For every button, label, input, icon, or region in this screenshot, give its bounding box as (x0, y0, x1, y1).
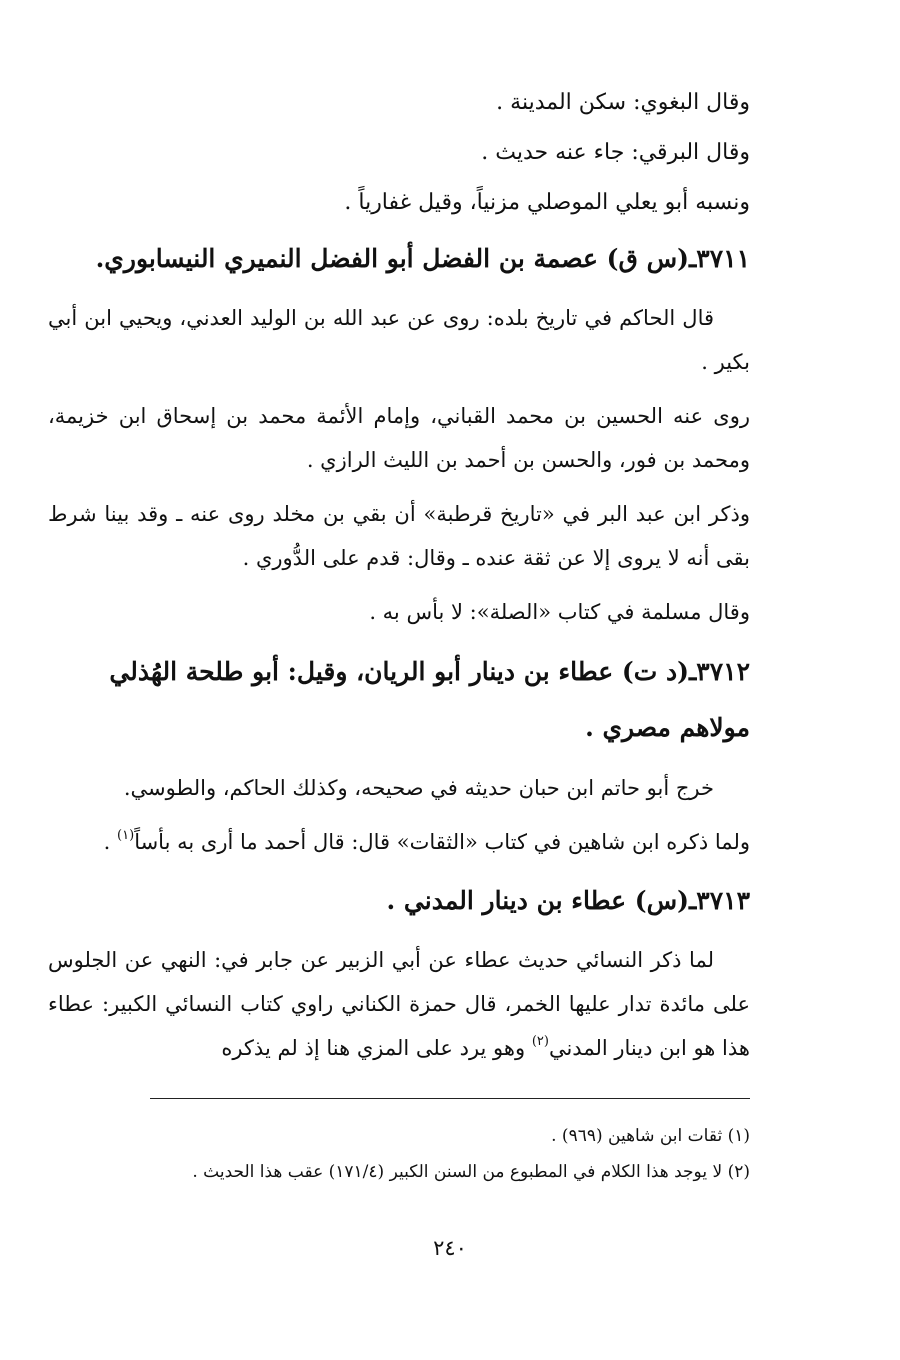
nasai-text-end: وهو يرد على المزي هنا إذ لم يذكره (221, 1036, 526, 1060)
footnote-marker-2[interactable]: (٢) (531, 1034, 549, 1049)
text-line-nasab: ونسبه أبو يعلي الموصلي مزنياً، وقيل غفارياً . (344, 190, 750, 215)
nasai-text: لما ذكر النسائي حديث عطاء عن أبي الزبير عن جابر في: النهي عن الجلوس على مائدة تدار عليها الخمر، قال حمزة الكناني راوي كتاب النسائي الكبير: عطاء هذا هو ابن دينار المدني (48, 948, 750, 1060)
footnote-1: (١) ثقات ابن شاهين (٩٦٩) . (551, 1126, 750, 1146)
paragraph-ibn-shahin (48, 820, 750, 864)
main-text (48, 78, 750, 1080)
footnote-marker-1[interactable]: (١) (117, 828, 135, 843)
text-line-baghawi: وقال البغوي: سكن المدينة . (496, 90, 750, 115)
page-number: ٢٤٠ (433, 1236, 467, 1260)
paragraph-hakim: قال الحاكم في تاريخ بلده: روى عن عبد الله بن الوليد العدني، ويحيي ابن أبي بكير . (48, 306, 750, 374)
text-line-barqi: وقال البرقي: جاء عنه حديث . (481, 140, 750, 165)
footnotes (50, 1118, 750, 1190)
paragraph-nasai (48, 938, 750, 1070)
entry-heading-3713: ٣٧١٣ـ(س) عطاء بن دينار المدني . (386, 886, 750, 915)
paragraph-students: روى عنه الحسين بن محمد القباني، وإمام الأئمة محمد بن إسحاق ابن خزيمة، ومحمد بن فور، والحسن بن أحمد بن الليث الرازي . (48, 404, 750, 472)
entry-heading-3712: ٣٧١٢ـ(د ت) عطاء بن دينار أبو الريان، وقيل: أبو طلحة الهُذلي مولاهم مصري . (109, 657, 750, 742)
ibn-shahin-text: ولما ذكره ابن شاهين في كتاب «الثقات» قال: قال أحمد ما أرى به بأساً (134, 830, 750, 854)
paragraph-maslama: وقال مسلمة في كتاب «الصلة»: لا بأس به . (369, 600, 750, 624)
entry-heading-3711: ٣٧١١ـ(س ق) عصمة بن الفضل أبو الفضل النميري النيسابوري. (95, 244, 750, 273)
footnote-2: (٢) لا يوجد هذا الكلام في المطبوع من السنن الكبير (١٧١/٤) عقب هذا الحديث . (192, 1162, 750, 1182)
paragraph-kharraja: خرج أبو حاتم ابن حبان حديثه في صحيحه، وكذلك الحاكم، والطوسي. (123, 776, 714, 800)
ibn-shahin-end: . (103, 830, 111, 854)
footnote-divider (150, 1098, 750, 1099)
paragraph-ibn-abd-al-barr: وذكر ابن عبد البر في «تاريخ قرطبة» أن بقي بن مخلد روى عنه ـ وقد بينا شرط بقى أنه لا يروى إلا عن ثقة عنده ـ وقال: قدم على الدُّوري . (48, 502, 750, 570)
